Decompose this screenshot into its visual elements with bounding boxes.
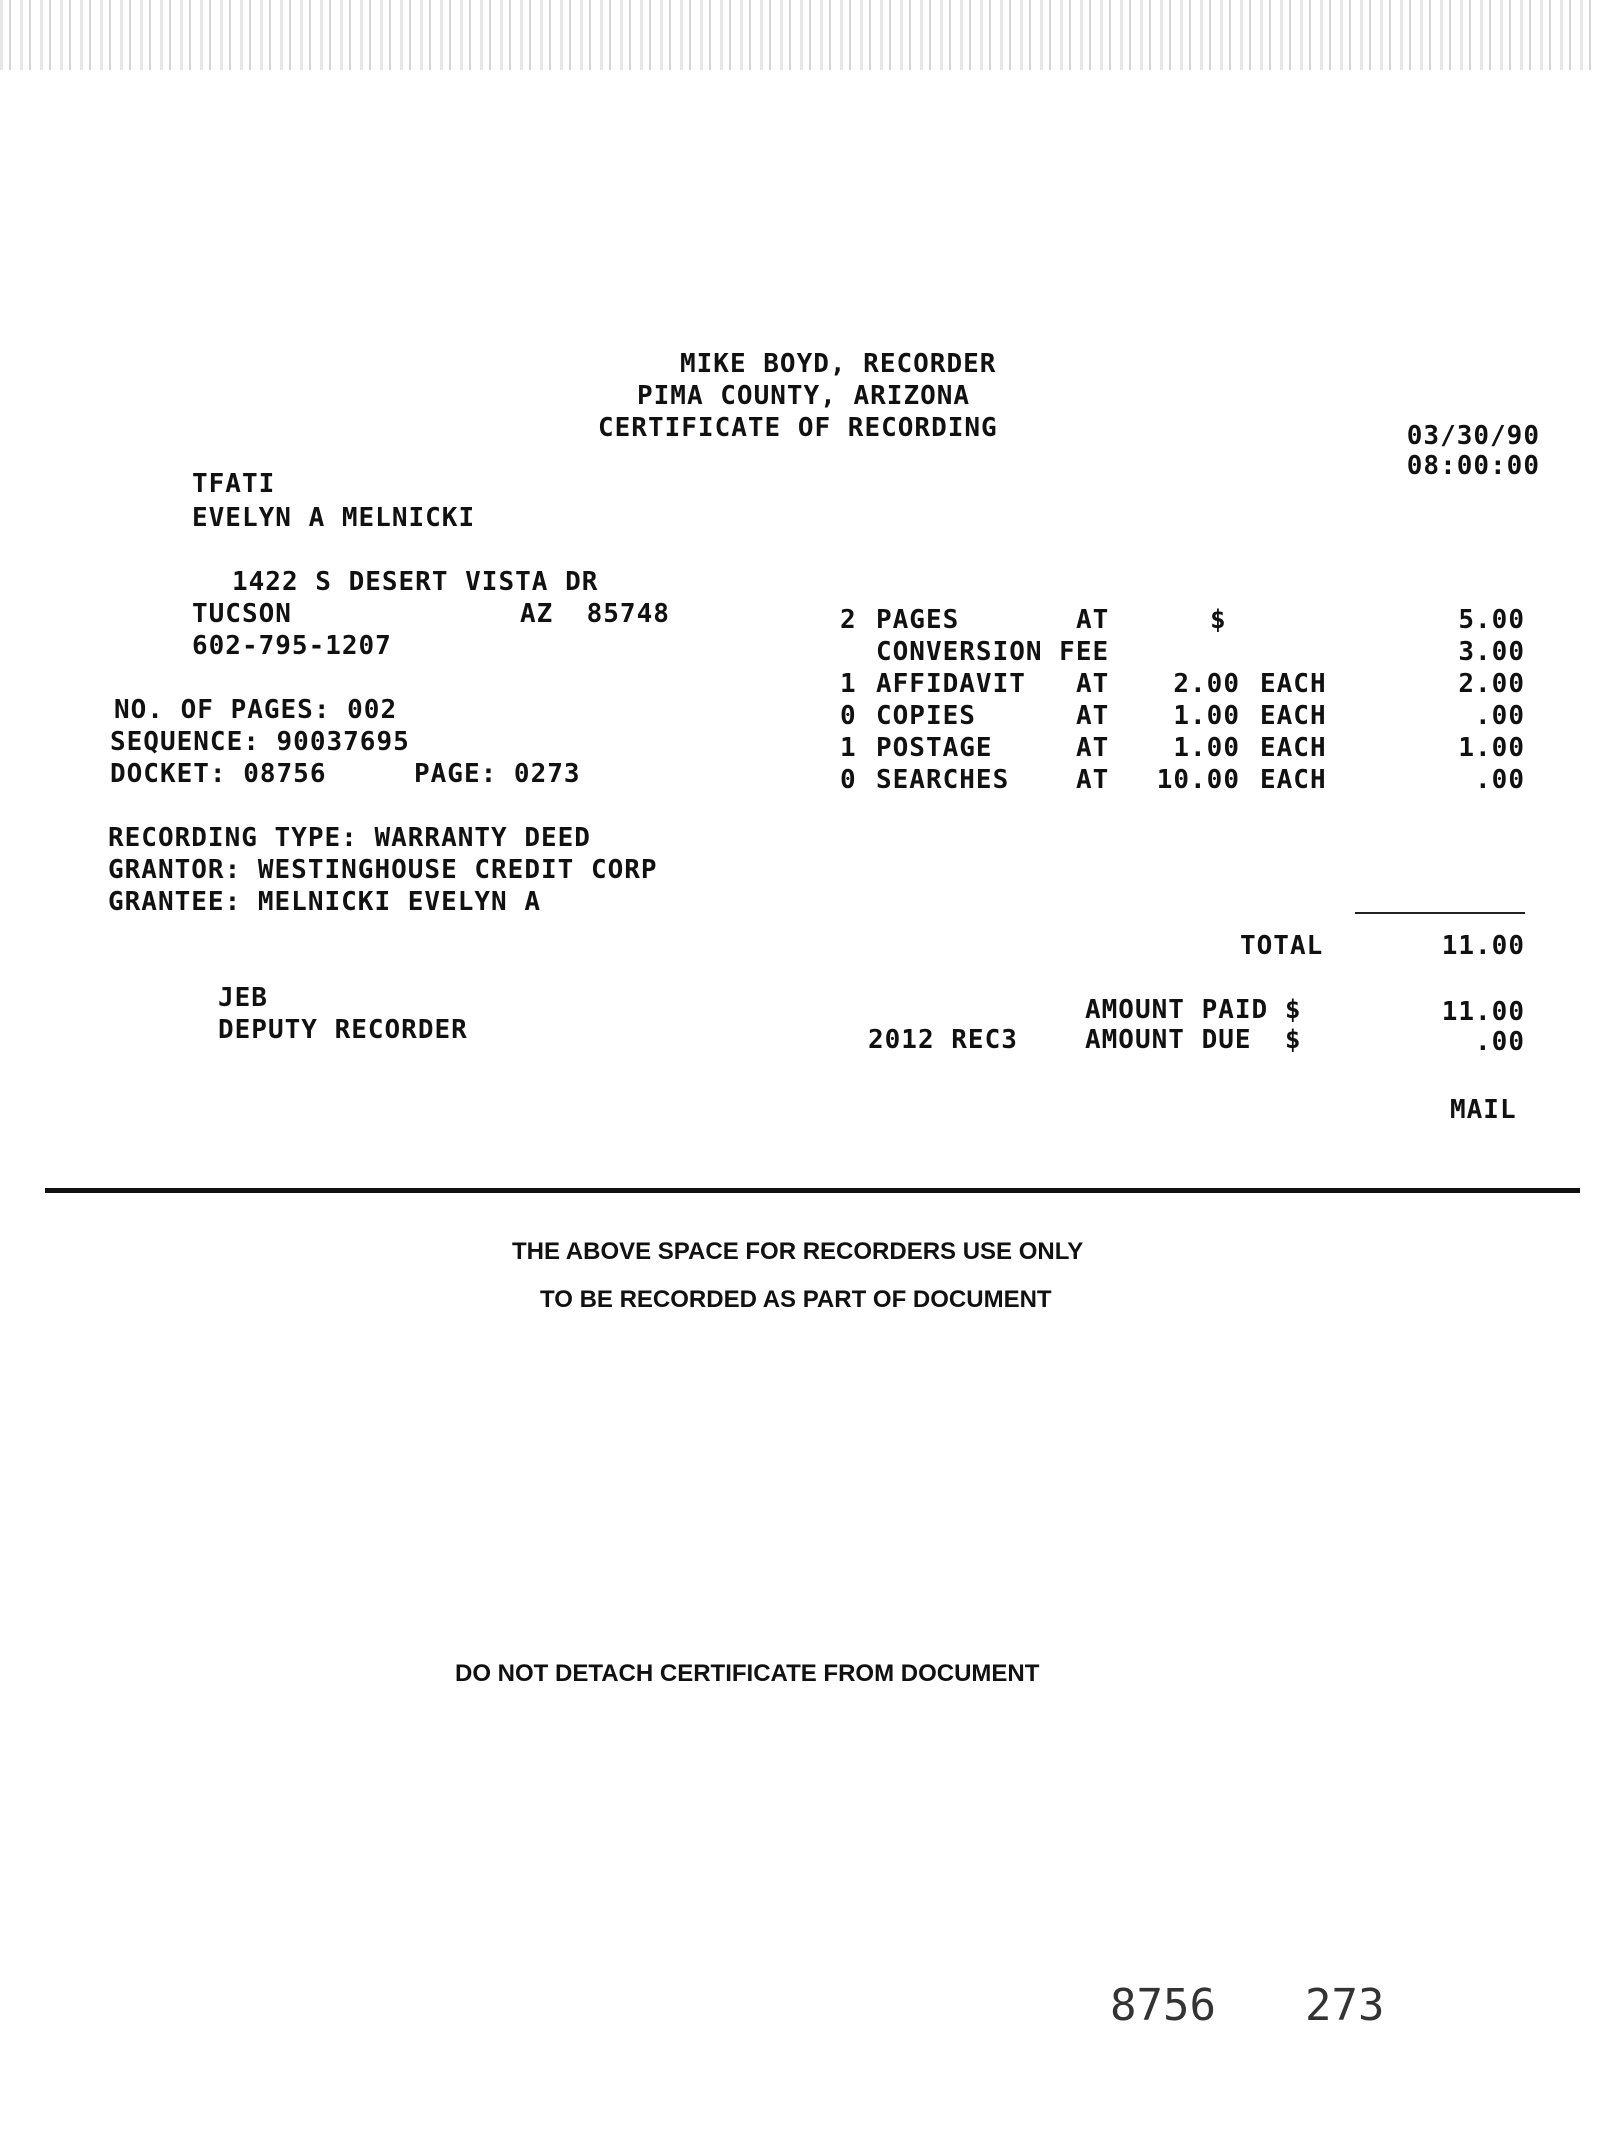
docket-number: DOCKET: 08756: [110, 759, 327, 789]
fee-item: SEARCHES: [876, 765, 1010, 795]
fee-item: PAGES: [876, 605, 960, 635]
party-street: 1422 S DESERT VISTA DR: [232, 567, 599, 597]
fee-qty: 1: [840, 733, 857, 763]
fee-each: EACH: [1260, 701, 1327, 731]
fee-amount: 2.00: [1458, 669, 1525, 699]
grantor: GRANTOR: WESTINGHOUSE CREDIT CORP: [108, 855, 658, 885]
party-phone: 602-795-1207: [192, 631, 392, 661]
fee-item: POSTAGE: [876, 733, 993, 763]
party-state-zip: AZ 85748: [520, 599, 670, 629]
fee-row: [840, 764, 1540, 796]
fee-qty: 1: [840, 669, 857, 699]
fee-amount: .00: [1475, 701, 1525, 731]
fee-at: AT: [1076, 733, 1110, 763]
stamp-docket: 8756: [1110, 1980, 1216, 2031]
fee-at: AT: [1076, 765, 1110, 795]
recorded-part-notice: TO BE RECORDED AS PART OF DOCUMENT: [540, 1286, 1052, 1313]
fee-amount: 3.00: [1458, 637, 1525, 667]
fee-rate: 10.00: [1156, 765, 1240, 795]
amount-paid: 11.00: [1441, 997, 1525, 1027]
stamp-page: 273: [1305, 1980, 1385, 2031]
fee-at: AT: [1076, 669, 1110, 699]
fee-item: CONVERSION FEE: [876, 637, 1110, 667]
recorder-space-rule: [45, 1188, 1580, 1193]
fee-qty: 2: [840, 605, 857, 635]
scan-noise-top: [0, 0, 1600, 70]
fee-qty: 0: [840, 765, 857, 795]
delivery-method: MAIL: [1450, 1095, 1517, 1125]
deputy-title: DEPUTY RECORDER: [218, 1015, 468, 1045]
county-state: PIMA COUNTY, ARIZONA: [637, 381, 971, 411]
page-number: PAGE: 0273: [414, 759, 581, 789]
fee-at: AT: [1076, 701, 1110, 731]
fee-row: [840, 700, 1540, 732]
fee-row: [840, 636, 1540, 668]
fee-rate: 1.00: [1173, 701, 1240, 731]
party-name: EVELYN A MELNICKI: [192, 503, 476, 533]
record-date: 03/30/90: [1406, 421, 1540, 451]
fee-each: EACH: [1260, 669, 1327, 699]
fee-row: [840, 668, 1540, 700]
fee-amount: .00: [1475, 765, 1525, 795]
recorder-use-notice: THE ABOVE SPACE FOR RECORDERS USE ONLY: [512, 1238, 1084, 1265]
fee-each: EACH: [1260, 733, 1327, 763]
amount-paid-label: AMOUNT PAID $: [1085, 995, 1302, 1025]
fee-each: EACH: [1260, 765, 1327, 795]
sequence-number: SEQUENCE: 90037695: [110, 727, 410, 757]
party-code: TFATI: [192, 469, 276, 499]
fee-item: AFFIDAVIT: [876, 669, 1026, 699]
deputy-initials: JEB: [218, 983, 268, 1013]
grantee: GRANTEE: MELNICKI EVELYN A: [108, 887, 541, 917]
fee-row: [840, 732, 1540, 764]
fee-amount: 5.00: [1458, 605, 1525, 635]
fee-rate: 2.00: [1173, 669, 1240, 699]
total-amount: 11.00: [1441, 931, 1525, 961]
fee-at: AT: [1076, 605, 1110, 635]
fee-row: [840, 604, 1540, 636]
fee-item: COPIES: [876, 701, 976, 731]
fee-amount: 1.00: [1458, 733, 1525, 763]
recorder-name: MIKE BOYD, RECORDER: [680, 349, 997, 379]
fee-dollar: $: [1210, 605, 1227, 635]
fee-qty: 0: [840, 701, 857, 731]
fee-rate: 1.00: [1173, 733, 1240, 763]
amount-due-label: AMOUNT DUE $: [1085, 1025, 1302, 1055]
number-of-pages: NO. OF PAGES: 002: [114, 695, 398, 725]
certificate-title: CERTIFICATE OF RECORDING: [598, 413, 998, 443]
total-label: TOTAL: [1240, 931, 1324, 961]
total-rule: [1355, 912, 1525, 914]
register-id: 2012 REC3: [868, 1025, 1018, 1055]
record-time: 08:00:00: [1406, 451, 1540, 481]
recording-type: RECORDING TYPE: WARRANTY DEED: [108, 823, 591, 853]
amount-due: .00: [1475, 1027, 1525, 1057]
do-not-detach-notice: DO NOT DETACH CERTIFICATE FROM DOCUMENT: [455, 1660, 1040, 1687]
party-city: TUCSON: [192, 599, 292, 629]
